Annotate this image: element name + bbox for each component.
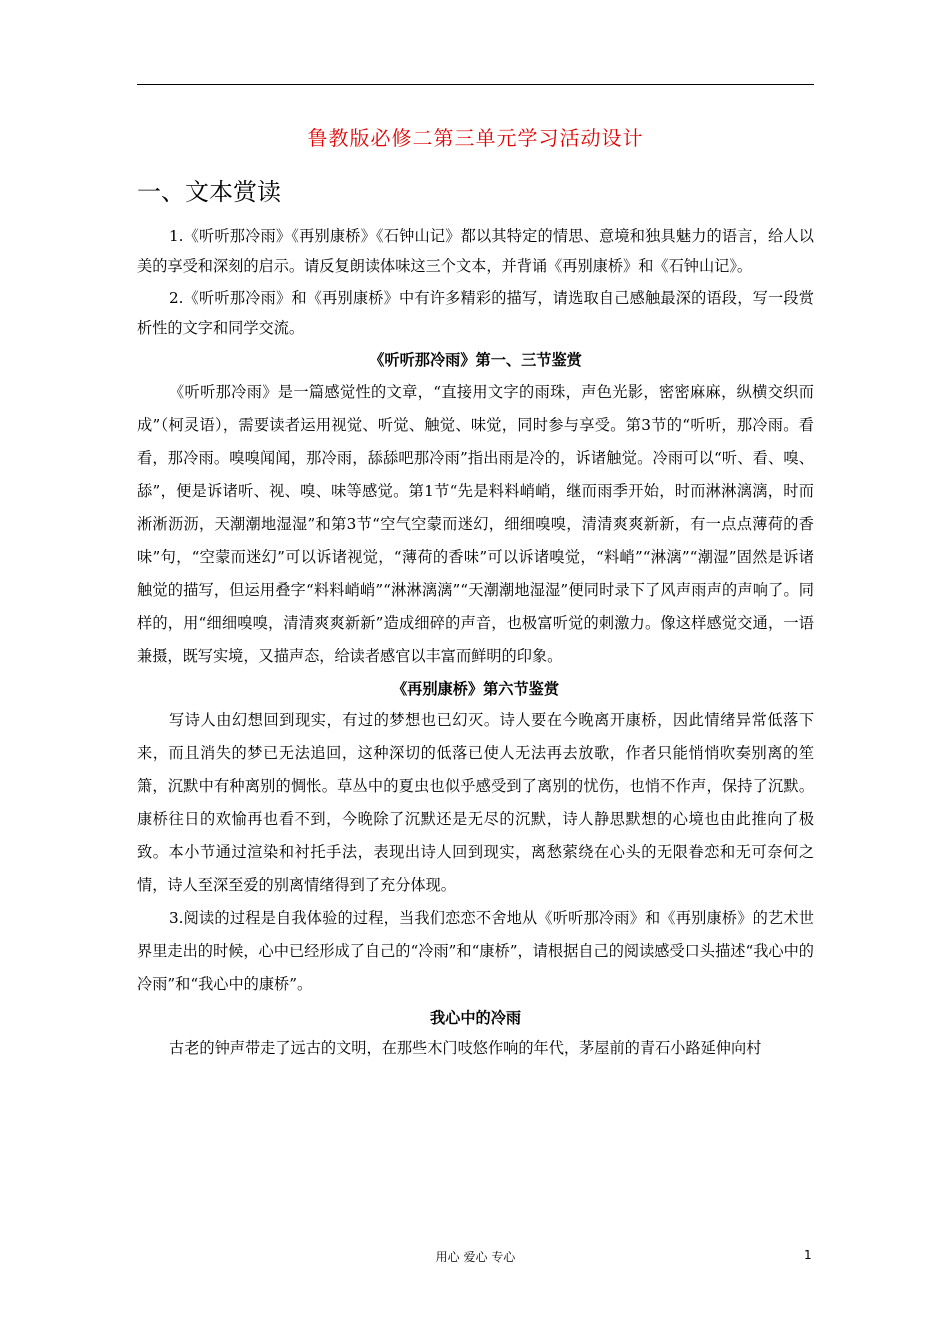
page-number: 1 bbox=[804, 1248, 812, 1262]
paragraph-rain-analysis: 《听听那冷雨》是一篇感觉性的文章，“直接用文字的雨珠，声色光影，密密麻麻，纵横交织而成”（柯灵语），需要读者运用视觉、听觉、触觉、味觉，同时参与享受。第3节的“听听，那冷雨。看看，那冷雨。嗅嗅闻闻，那冷雨，舔舔吧那冷雨”指出雨是冷的，诉诸触觉。冷雨可以“听、看、嗅、舔”，便是诉诸听、视、嗅、味等感觉。第1节“先是料料峭峭，继而雨季开始，时而淋淋漓漓，时而淅淅沥沥，天潮潮地湿湿”和第3节“空气空蒙而迷幻，细细嗅嗅，清清爽爽新新，有一点点薄荷的香味”句，“空蒙而迷幻”可以诉诸视觉，“薄荷的香味”可以诉诸嗅觉，“料峭”“淋漓”“潮湿”固然是诉诸触觉的描写，但运用叠字“料料峭峭”“淋淋漓漓”“天潮潮地湿湿”便同时录下了风声雨声的声响了。同样的，用“细细嗅嗅，清清爽爽新新”造成细碎的声音，也极富听觉的刺激力。像这样感觉交通，一语兼摄，既写实境，又描声态，给读者感官以丰富而鲜明的印象。 bbox=[137, 382, 814, 665]
paragraph-2: 2.《听听那冷雨》和《再别康桥》中有许多精彩的描写，请选取自己感触最深的语段，写一段赏析性的文字和同学交流。 bbox=[137, 289, 814, 337]
document-title: 鲁教版必修二第三单元学习活动设计 bbox=[307, 126, 644, 150]
subheading-rain: 《听听那冷雨》第一、三节鉴赏 bbox=[369, 351, 582, 369]
subheading-cambridge: 《再别康桥》第六节鉴赏 bbox=[391, 679, 560, 698]
paragraph-cambridge-analysis: 写诗人由幻想回到现实，有过的梦想也已幻灭。诗人要在今晚离开康桥，因此情绪异常低落下来，而且消失的梦已无法追回，这种深切的低落已使人无法再去放歌，作者只能悄悄吹奏别离的笙箫，沉默中有种离别的惆怅。草丛中的夏虫也似乎感受到了离别的忧伤，也悄不作声，保持了沉默。康桥往日的欢愉再也看不到，今晚除了沉默还是无尽的沉默，诗人静思默想的心境也由此推向了极致。本小节通过渲染和衬托手法，表现出诗人回到现实，离愁萦绕在心头的无限眷恋和无可奈何之情，诗人至深至爱的别离情绪得到了充分体现。 bbox=[137, 711, 814, 894]
paragraph-3: 3.阅读的过程是自我体验的过程，当我们恋恋不舍地从《听听那冷雨》和《再别康桥》的艺术世界里走出的时候，心中已经形成了自己的“冷雨”和“康桥”，请根据自己的阅读感受口头描述“我心中的冷雨”和“我心中的康桥”。 bbox=[137, 909, 814, 993]
section-heading: 一、文本赏读 bbox=[137, 178, 281, 206]
paragraph-my-rain: 古老的钟声带走了远古的文明，在那些木门吱悠作响的年代，茅屋前的青石小路延伸向村 bbox=[169, 1038, 762, 1057]
paragraph-1: 1.《听听那冷雨》《再别康桥》《石钟山记》都以其特定的情思、意境和独具魅力的语言，给人以美的享受和深刻的启示。请反复朗读体味这三个文本，并背诵《再别康桥》和《石钟山记》。 bbox=[137, 227, 814, 275]
document-body bbox=[137, 222, 814, 1063]
header-rule bbox=[137, 84, 814, 85]
footer-motto: 用心 爱心 专心 bbox=[435, 1250, 516, 1264]
subheading-my-rain: 我心中的冷雨 bbox=[429, 1009, 522, 1027]
